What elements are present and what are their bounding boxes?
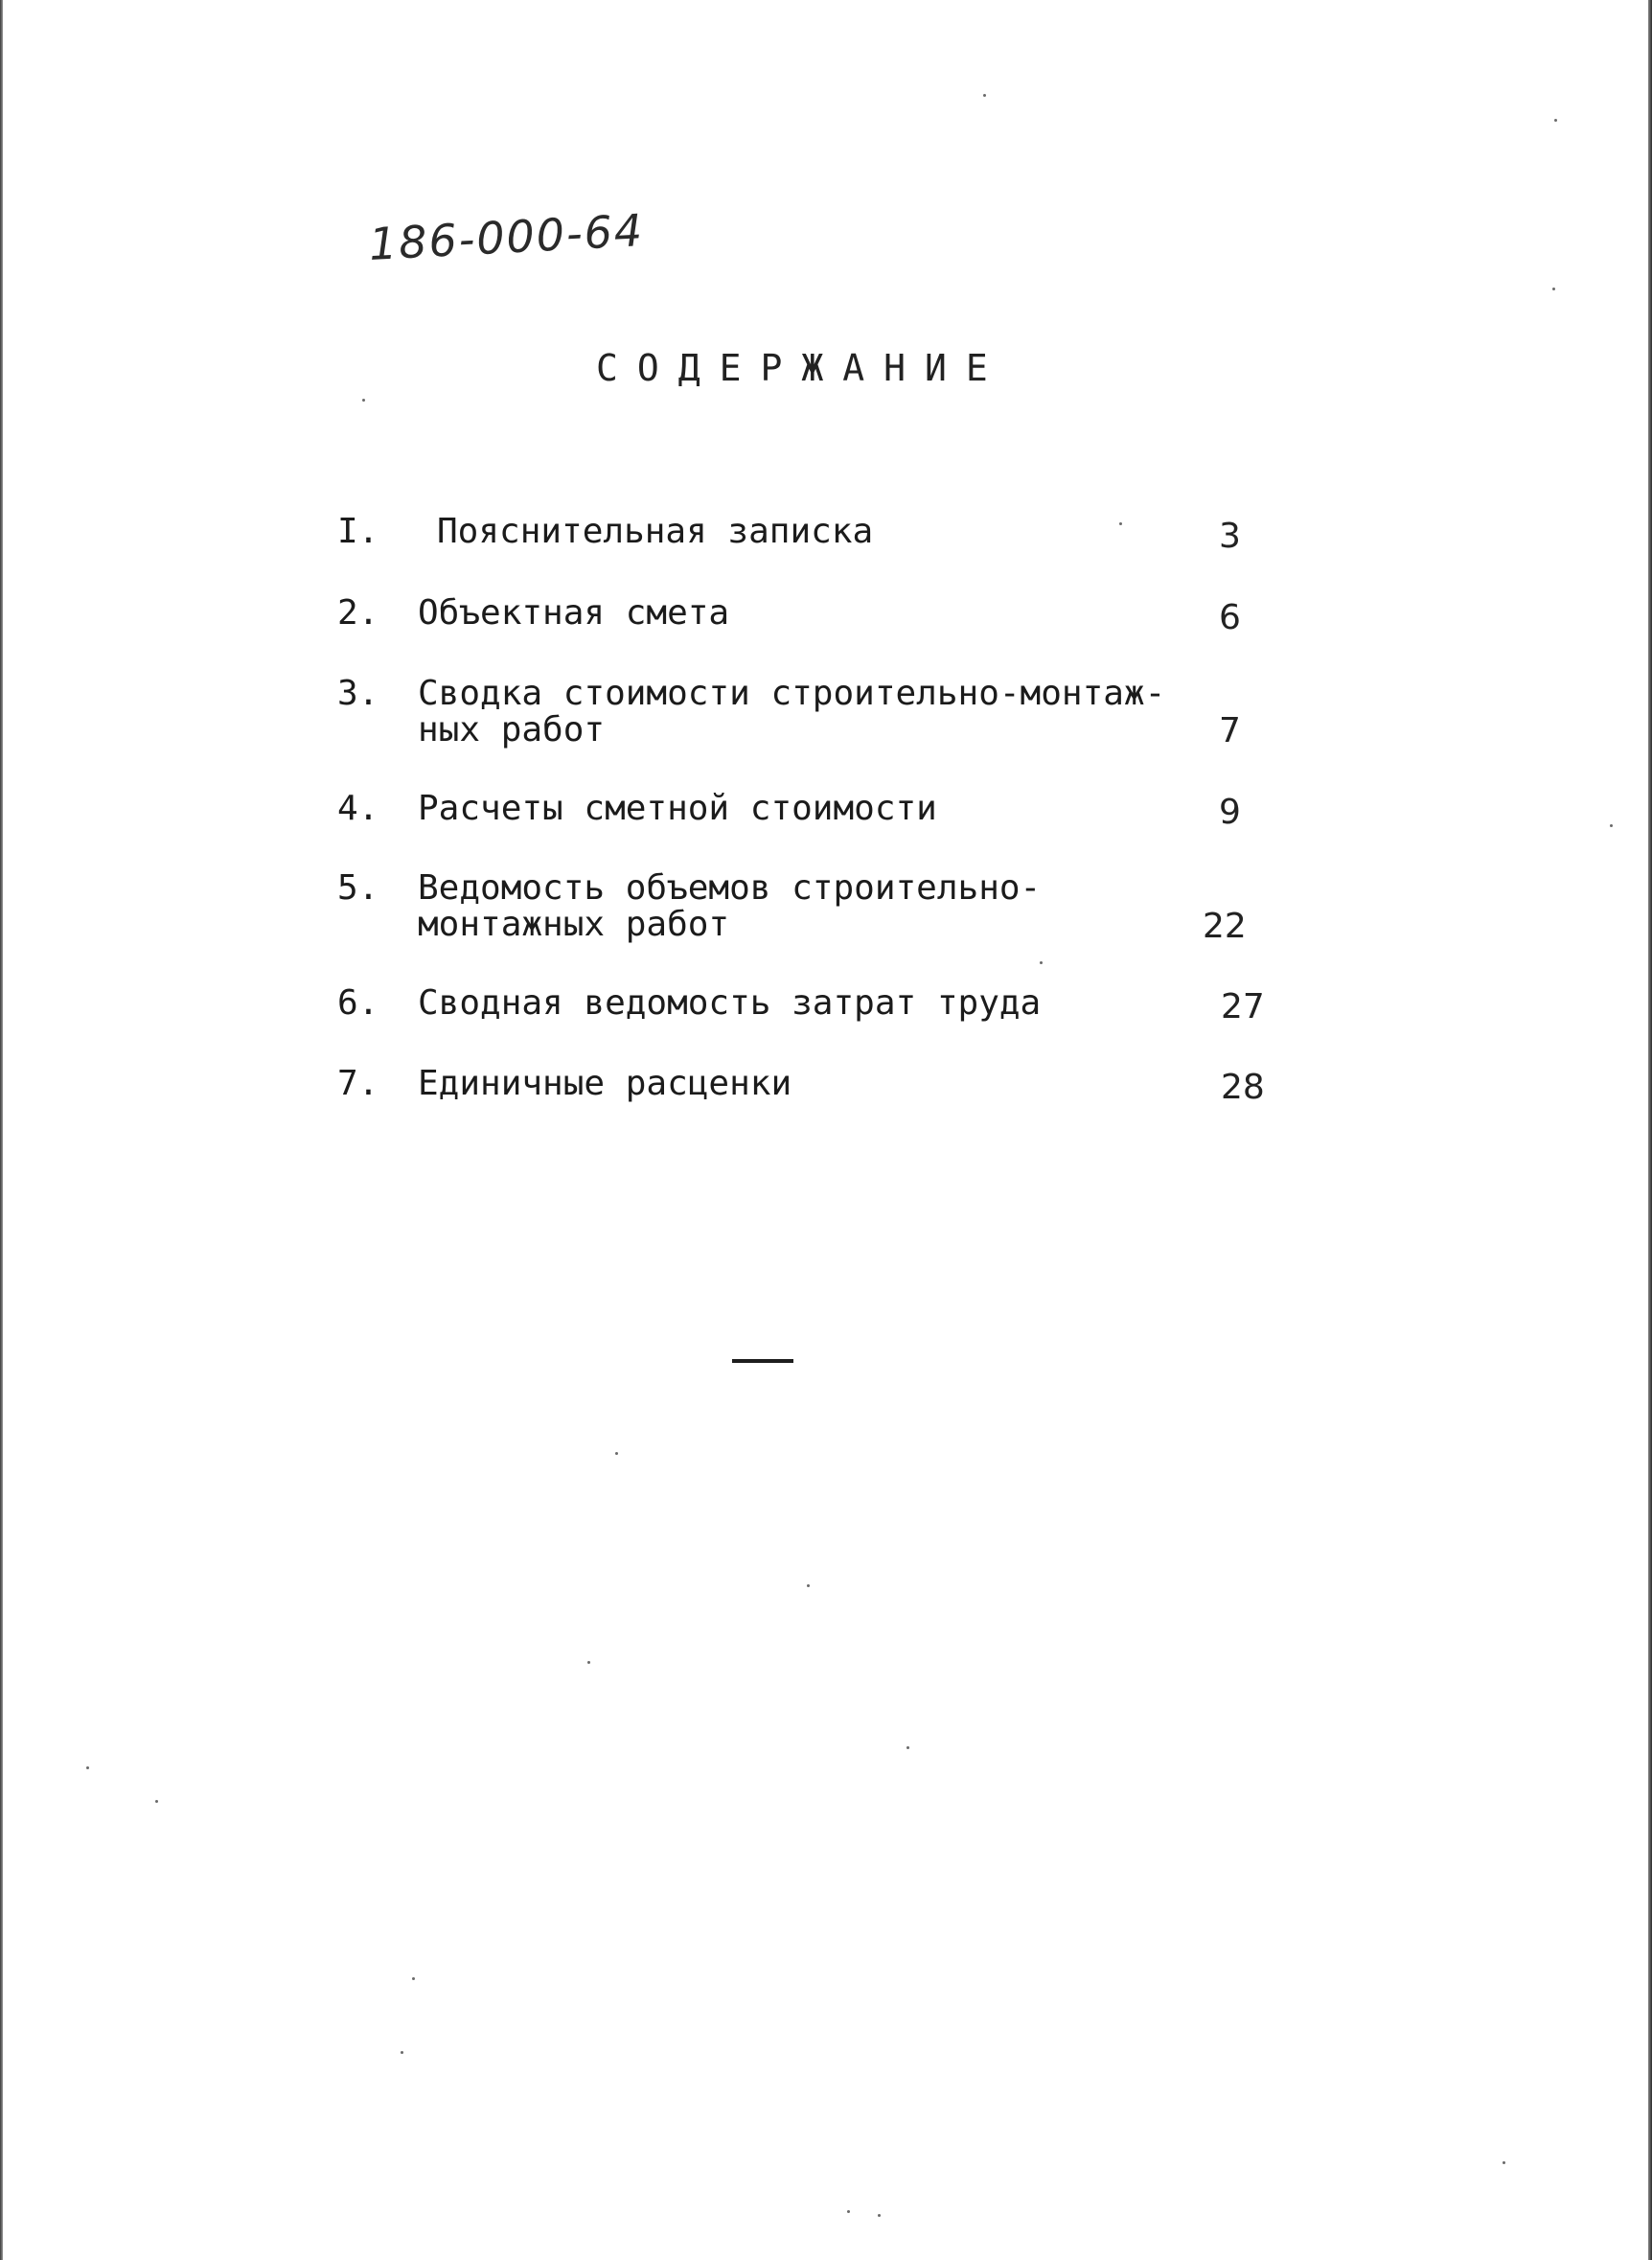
scan-speck [807, 1584, 810, 1587]
toc-item-text: Единичные расценки [418, 1064, 792, 1103]
scan-speck [1119, 522, 1122, 525]
scan-speck [615, 1452, 618, 1455]
scan-speck [847, 2210, 850, 2213]
scan-speck [587, 1661, 590, 1664]
toc-item-page: 27 [1221, 987, 1265, 1026]
toc-item-page: 28 [1221, 1068, 1265, 1107]
toc-item-text: Сводная ведомость затрат труда [418, 983, 1042, 1023]
toc-item-text: Сводка стоимости строительно-монтаж- ных работ [418, 674, 1166, 749]
scan-speck [155, 1800, 158, 1803]
scan-speck [401, 2051, 403, 2054]
toc-item-page: 22 [1203, 907, 1247, 946]
scan-speck [412, 1977, 415, 1980]
closing-rule [732, 1359, 793, 1363]
toc-item-number: 5. [337, 868, 379, 908]
toc-item-text: Ведомость объемов строительно- монтажных работ [418, 868, 1042, 944]
scan-speck [1554, 119, 1557, 122]
scan-speck [1503, 2161, 1505, 2164]
toc-item-text: Расчеты сметной стоимости [418, 789, 937, 828]
scan-edge-right [1648, 0, 1652, 2260]
toc-item-number: 7. [337, 1064, 379, 1103]
toc-item-page: 9 [1219, 793, 1241, 832]
scan-speck [1610, 824, 1613, 827]
toc-item-number: 4. [337, 789, 379, 828]
scan-speck [1040, 961, 1043, 964]
scan-speck [983, 94, 986, 97]
toc-item-number: 6. [337, 983, 379, 1023]
toc-item-number: 3. [337, 674, 379, 713]
toc-item-text: Объектная смета [418, 593, 730, 633]
toc-item-page: 7 [1219, 711, 1241, 750]
scan-edge-left [0, 0, 3, 2260]
scan-speck [878, 2214, 881, 2217]
scan-speck [86, 1766, 89, 1769]
toc-item-number: 2. [337, 593, 379, 633]
toc-item-page: 6 [1219, 598, 1241, 637]
document-code: 186-000-64 [367, 203, 646, 270]
scan-speck [362, 399, 365, 402]
page-title: СОДЕРЖАНИЕ [596, 347, 1007, 389]
scan-speck [906, 1746, 909, 1749]
toc-item-text: Пояснительная записка [437, 512, 874, 551]
scan-speck [1552, 288, 1555, 290]
toc-item-page: 3 [1219, 517, 1241, 556]
toc-item-number: I. [337, 512, 379, 551]
